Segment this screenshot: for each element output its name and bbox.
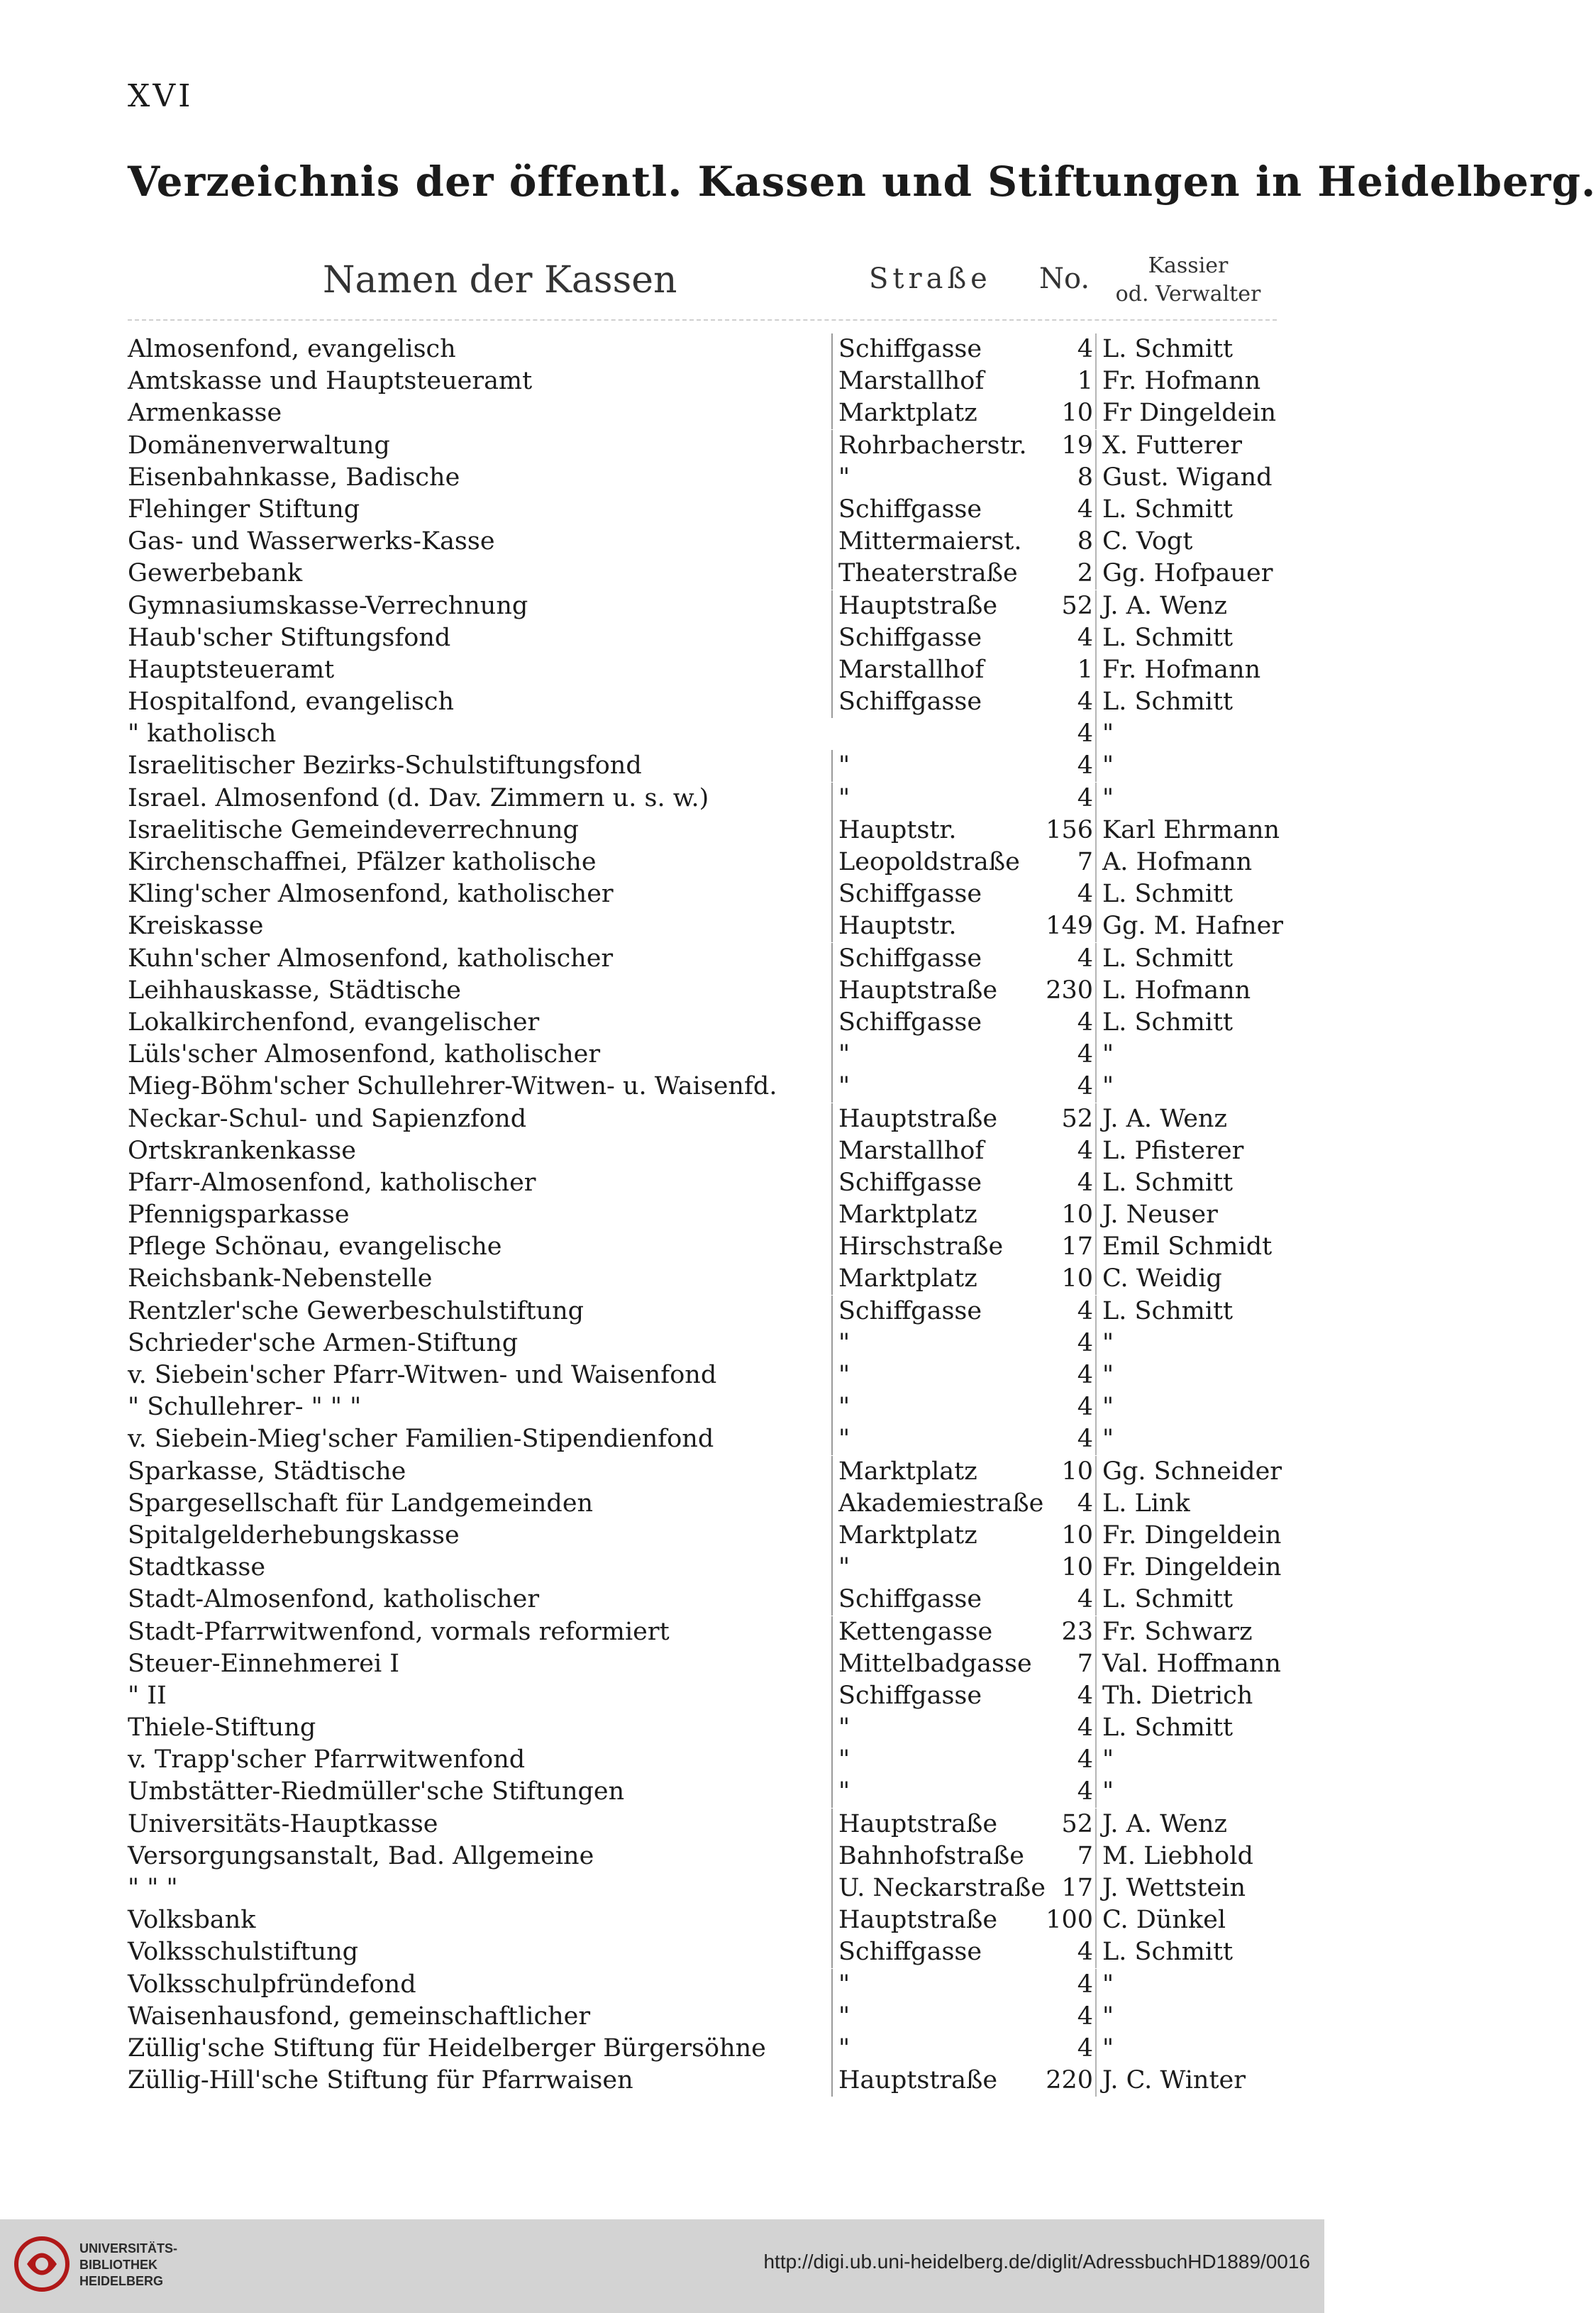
row-street: ": [831, 783, 1029, 815]
row-street: ": [831, 1423, 1029, 1455]
row-name: Gewerbebank: [128, 559, 303, 588]
row-name: Flehinger Stiftung: [128, 495, 360, 524]
logo-line-3: HEIDELBERG: [79, 2274, 164, 2288]
row-cashier: ": [1095, 718, 1284, 750]
table-row: [128, 1199, 1277, 1231]
row-street: Schiffgasse: [831, 1296, 1029, 1327]
row-name: Reichsbank-Nebenstelle: [128, 1264, 433, 1293]
row-cashier: Val. Hoffmann: [1095, 1648, 1284, 1680]
row-cashier: J. A. Wenz: [1095, 1809, 1284, 1840]
table-row: [128, 1071, 1277, 1103]
row-name: Versorgungsanstalt, Bad. Allgemeine: [128, 1841, 594, 1870]
row-cashier: ": [1095, 2001, 1284, 2033]
table-row: [128, 1776, 1277, 1808]
row-number: 4: [1077, 1296, 1093, 1325]
row-street: Hauptstraße: [831, 2065, 1029, 2097]
row-name: Mieg-Böhm'scher Schullehrer-Witwen- u. Waisenfd.: [128, 1072, 777, 1101]
row-name: Spitalgelderhebungskasse: [128, 1520, 460, 1550]
row-number: 52: [1061, 1809, 1093, 1838]
row-name: Volksbank: [128, 1906, 256, 1935]
row-cashier: L. Schmitt: [1095, 1007, 1284, 1039]
row-number: 10: [1061, 1553, 1093, 1582]
table-row: [128, 783, 1277, 815]
row-name: Neckar-Schul- und Sapienzfond: [128, 1104, 527, 1133]
row-street: Marktplatz: [831, 1263, 1029, 1295]
table-row: [128, 397, 1277, 429]
row-name: Israelitische Gemeindeverrechnung: [128, 815, 579, 844]
row-street: ": [831, 2033, 1029, 2065]
row-number: 8: [1077, 463, 1093, 492]
row-street: Marktplatz: [831, 397, 1029, 429]
row-cashier: ": [1095, 1071, 1284, 1103]
row-cashier: M. Liebhold: [1095, 1840, 1284, 1872]
row-name: Pflege Schönau, evangelische: [128, 1232, 502, 1262]
source-url-link[interactable]: http://digi.ub.uni-heidelberg.de/diglit/AdressbuchHD1889/0016: [763, 2251, 1310, 2273]
row-number: 4: [1077, 2002, 1093, 2031]
table-row: [128, 1552, 1282, 1584]
row-name: v. Siebein'scher Pfarr-Witwen- und Waisenfond: [128, 1361, 717, 1389]
table-row: [128, 430, 1277, 462]
table-row: [128, 462, 1277, 494]
table-row: [128, 2033, 1277, 2065]
row-number: 4: [1077, 1040, 1093, 1069]
table-row: [128, 1648, 1281, 1680]
row-name: Spargesellschaft für Landgemeinden: [128, 1489, 594, 1518]
row-cashier: L. Schmitt: [1095, 943, 1284, 975]
row-number: 4: [1077, 688, 1093, 717]
row-street: Schiffgasse: [831, 333, 1029, 365]
logo-line-1: UNIVERSITÄTS-: [79, 2241, 178, 2256]
row-name: Kirchenschaffnei, Pfälzer katholische: [128, 848, 597, 876]
table-row: [128, 1872, 1277, 1904]
row-number: 7: [1077, 1841, 1093, 1870]
row-street: Schiffgasse: [831, 494, 1029, 526]
library-logo-text: [79, 2241, 177, 2290]
row-name: Sparkasse, Städtische: [128, 1457, 406, 1486]
table-row: [128, 1712, 1277, 1744]
table-row: [128, 1327, 1277, 1359]
row-name: Israelitischer Bezirks-Schulstiftungsfond: [128, 751, 642, 780]
row-number: 7: [1077, 848, 1093, 876]
row-name: Volksschulpfründefond: [128, 1970, 416, 1999]
table-row: [128, 622, 1277, 654]
row-number: 8: [1077, 527, 1093, 556]
row-street: Mittermaierst.: [831, 526, 1029, 558]
table-row: [128, 910, 1284, 942]
row-name: Hospitalfond, evangelisch: [128, 688, 455, 717]
row-number: 10: [1061, 1200, 1093, 1230]
row-name: " II: [128, 1681, 167, 1710]
table-row: [128, 494, 1277, 526]
logo-line-2: BIBLIOTHEK: [79, 2258, 157, 2272]
row-name: Kling'scher Almosenfond, katholischer: [128, 880, 614, 909]
row-cashier: C. Weidig: [1095, 1263, 1284, 1295]
row-number: 10: [1061, 1520, 1093, 1550]
row-number: 4: [1077, 1008, 1093, 1037]
row-street: Schiffgasse: [831, 878, 1029, 910]
table-row: [128, 1936, 1277, 1968]
table-row: [128, 590, 1277, 622]
table-row: [128, 558, 1277, 590]
row-number: 4: [1077, 719, 1093, 749]
row-cashier: J. A. Wenz: [1095, 590, 1284, 622]
row-cashier: J. A. Wenz: [1095, 1103, 1284, 1135]
row-name: Schrieder'sche Armen-Stiftung: [128, 1328, 519, 1357]
table-row: [128, 815, 1280, 846]
row-name: Züllig'sche Stiftung für Heidelberger Bürgersöhne: [128, 2033, 766, 2063]
row-name: Ortskrankenkasse: [128, 1136, 356, 1165]
row-cashier: J. Neuser: [1095, 1199, 1284, 1231]
row-cashier: L. Schmitt: [1095, 494, 1284, 526]
row-number: 23: [1061, 1617, 1093, 1646]
row-name: Almosenfond, evangelisch: [128, 335, 456, 363]
row-cashier: ": [1095, 1776, 1284, 1808]
row-number: 4: [1077, 1585, 1093, 1614]
row-name: " Schullehrer- " " ": [128, 1393, 362, 1422]
row-cashier: ": [1095, 1359, 1284, 1391]
row-cashier: J. Wettstein: [1095, 1872, 1284, 1904]
table-row: [128, 686, 1277, 718]
table-row: [128, 943, 1277, 975]
row-number: 4: [1077, 1938, 1093, 1967]
row-number: 10: [1061, 1264, 1093, 1293]
university-library-logo-icon: [13, 2235, 71, 2293]
row-street: Marktplatz: [831, 1199, 1029, 1231]
row-number: 230: [1046, 976, 1093, 1005]
page-number: XVI: [128, 78, 194, 114]
row-cashier: J. C. Winter: [1095, 2065, 1284, 2097]
row-name: Umbstätter-Riedmüller'sche Stiftungen: [128, 1777, 625, 1806]
row-name: Stadt-Pfarrwitwenfond, vormals reformiert: [128, 1617, 670, 1646]
row-cashier: L. Schmitt: [1095, 1167, 1284, 1199]
table-row: [128, 1231, 1277, 1263]
row-name: Israel. Almosenfond (d. Dav. Zimmern u. s. w.): [128, 783, 709, 812]
row-street: Hauptstraße: [831, 1904, 1029, 1936]
row-number: 4: [1077, 1072, 1093, 1101]
column-header-cashier-line2: od. Verwalter: [1115, 282, 1261, 307]
row-number: 4: [1077, 1393, 1093, 1422]
row-number: 4: [1077, 944, 1093, 973]
row-name: Stadt-Almosenfond, katholischer: [128, 1585, 540, 1614]
row-street: Schiffgasse: [831, 622, 1029, 654]
table-row: [128, 1680, 1277, 1712]
row-cashier: ": [1095, 2033, 1284, 2065]
row-cashier: L. Schmitt: [1095, 1936, 1284, 1968]
table-row: [128, 2065, 1277, 2097]
table-row: [128, 975, 1277, 1007]
row-number: 4: [1077, 1970, 1093, 1999]
row-cashier: L. Schmitt: [1095, 878, 1284, 910]
row-name: Rentzler'sche Gewerbeschulstiftung: [128, 1296, 584, 1325]
table-row: [128, 1456, 1282, 1488]
table-row: [128, 846, 1277, 878]
row-number: 220: [1046, 2066, 1093, 2095]
row-cashier: Fr. Hofmann: [1095, 654, 1284, 686]
row-cashier: L. Pfisterer: [1095, 1135, 1284, 1167]
row-street: Schiffgasse: [831, 943, 1029, 975]
row-street: Hauptstraße: [831, 1103, 1029, 1135]
table-row: [128, 1969, 1277, 2001]
row-street: Akademiestraße: [831, 1488, 1029, 1520]
row-cashier: L. Schmitt: [1095, 686, 1284, 718]
row-street: ": [831, 1744, 1029, 1776]
row-name: Amtskasse und Hauptsteueramt: [128, 367, 533, 396]
row-number: 52: [1061, 1104, 1093, 1133]
row-street: Hirschstraße: [831, 1231, 1029, 1263]
row-number: 4: [1077, 335, 1093, 363]
row-street: ": [831, 750, 1029, 782]
row-street: ": [831, 1039, 1029, 1071]
row-cashier: Emil Schmidt: [1095, 1231, 1284, 1263]
row-number: 17: [1061, 1232, 1093, 1262]
row-name: Thiele-Stiftung: [128, 1713, 316, 1743]
row-number: 4: [1077, 495, 1093, 524]
row-street: Theaterstraße: [831, 558, 1029, 590]
row-name: Kreiskasse: [128, 912, 264, 941]
row-name: Lokalkirchenfond, evangelischer: [128, 1008, 540, 1037]
row-cashier: L. Schmitt: [1095, 1584, 1284, 1616]
row-number: 4: [1077, 1425, 1093, 1454]
row-number: 4: [1077, 1777, 1093, 1806]
page-title: Verzeichnis der öffentl. Kassen und Stiftungen in Heidelberg.: [128, 158, 1596, 206]
row-cashier: X. Futterer: [1095, 430, 1284, 462]
row-number: 52: [1061, 591, 1093, 620]
row-number: 4: [1077, 1168, 1093, 1197]
row-name: Waisenhausfond, gemeinschaftlicher: [128, 2002, 591, 2031]
table-row: [128, 750, 1277, 782]
row-street: Leopoldstraße: [831, 846, 1029, 878]
row-street: Bahnhofstraße: [831, 1840, 1029, 1872]
row-street: Marktplatz: [831, 1520, 1029, 1552]
table-row: [128, 1904, 1277, 1936]
table-row: [128, 1167, 1277, 1199]
row-name: Pfarr-Almosenfond, katholischer: [128, 1168, 536, 1197]
table-row: [128, 1103, 1277, 1135]
row-street: Marstallhof: [831, 365, 1029, 397]
row-street: Schiffgasse: [831, 1936, 1029, 1968]
row-name: Eisenbahnkasse, Badische: [128, 463, 460, 492]
row-cashier: A. Hofmann: [1095, 846, 1284, 878]
row-name: Universitäts-Hauptkasse: [128, 1809, 438, 1838]
row-street: Schiffgasse: [831, 686, 1029, 718]
row-number: 4: [1077, 783, 1093, 812]
table-row: [128, 1488, 1277, 1520]
table-row: [128, 1296, 1277, 1327]
row-number: 4: [1077, 1745, 1093, 1774]
row-street: ": [831, 462, 1029, 494]
row-street: Kettengasse: [831, 1616, 1029, 1648]
table-row: [128, 878, 1277, 910]
row-street: Schiffgasse: [831, 1007, 1029, 1039]
row-name: Gas- und Wasserwerks-Kasse: [128, 527, 495, 556]
directory-table: [128, 333, 1284, 2097]
row-cashier: ": [1095, 1969, 1284, 2001]
row-cashier: Fr. Dingeldein: [1095, 1552, 1284, 1584]
row-street: ": [831, 2001, 1029, 2033]
row-cashier: Fr. Dingeldein: [1095, 1520, 1284, 1552]
table-row: [128, 1391, 1277, 1423]
row-name: Kuhn'scher Almosenfond, katholischer: [128, 944, 614, 973]
row-number: 4: [1077, 1681, 1093, 1710]
row-street: ": [831, 1552, 1029, 1584]
row-name: " katholisch: [128, 719, 277, 749]
table-row: [128, 333, 1277, 365]
row-street: Hauptstr.: [831, 815, 1029, 846]
table-row: [128, 1840, 1277, 1872]
row-street: ": [831, 1712, 1029, 1744]
row-name: Stadtkasse: [128, 1553, 266, 1582]
row-number: 4: [1077, 1361, 1093, 1389]
footer-bar: [0, 2219, 1324, 2313]
row-name: Pfennigsparkasse: [128, 1200, 350, 1230]
row-street: ": [831, 1071, 1029, 1103]
row-number: 4: [1077, 1136, 1093, 1165]
column-header-cashier-line1: Kassier: [1148, 253, 1229, 278]
row-street: Hauptstr.: [831, 910, 1029, 942]
row-number: 100: [1046, 1906, 1093, 1935]
row-name: Steuer-Einnehmerei I: [128, 1649, 400, 1678]
row-cashier: ": [1095, 1327, 1284, 1359]
table-row: [128, 1007, 1277, 1039]
row-number: 156: [1046, 815, 1093, 844]
row-number: 7: [1077, 1649, 1093, 1678]
row-cashier: Fr. Hofmann: [1095, 365, 1284, 397]
row-cashier: Fr Dingeldein: [1095, 397, 1284, 429]
table-row: [128, 1423, 1277, 1455]
row-cashier: Karl Ehrmann: [1095, 815, 1284, 846]
row-number: 19: [1061, 431, 1093, 460]
row-cashier: Gg. Schneider: [1095, 1456, 1284, 1488]
table-row: [128, 1263, 1277, 1295]
table-row: [128, 1809, 1277, 1840]
row-number: 4: [1077, 751, 1093, 780]
row-cashier: ": [1095, 1423, 1284, 1455]
column-header-name: Namen der Kassen: [323, 259, 677, 302]
row-street: ": [831, 1391, 1029, 1423]
row-number: 4: [1077, 1489, 1093, 1518]
table-row: [128, 2001, 1277, 2033]
row-street: Rohrbacherstr.: [831, 430, 1029, 462]
row-cashier: L. Schmitt: [1095, 1712, 1284, 1744]
row-street: U. Neckarstraße: [831, 1872, 1029, 1904]
row-name: " " ": [128, 1874, 178, 1902]
row-street: ": [831, 1776, 1029, 1808]
row-number: 4: [1077, 2033, 1093, 2063]
row-name: Gymnasiumskasse-Verrechnung: [128, 591, 528, 620]
row-number: 10: [1061, 399, 1093, 428]
row-cashier: Th. Dietrich: [1095, 1680, 1284, 1712]
row-number: 4: [1077, 623, 1093, 652]
row-name: Hauptsteueramt: [128, 655, 335, 684]
row-number: 4: [1077, 880, 1093, 909]
row-street: Marstallhof: [831, 654, 1029, 686]
table-row: [128, 1135, 1277, 1167]
row-cashier: L. Schmitt: [1095, 622, 1284, 654]
row-cashier: Gg. M. Hafner: [1095, 910, 1284, 942]
row-name: v. Trapp'scher Pfarrwitwenfond: [128, 1745, 526, 1774]
row-name: Volksschulstiftung: [128, 1938, 359, 1967]
row-number: 1: [1077, 367, 1093, 396]
row-cashier: C. Vogt: [1095, 526, 1284, 558]
row-street: ": [831, 1327, 1029, 1359]
row-street: Hauptstraße: [831, 590, 1029, 622]
row-cashier: ": [1095, 750, 1284, 782]
row-street: Schiffgasse: [831, 1584, 1029, 1616]
table-row: [128, 654, 1277, 686]
row-cashier: L. Hofmann: [1095, 975, 1284, 1007]
row-street: Marstallhof: [831, 1135, 1029, 1167]
row-cashier: ": [1095, 1744, 1284, 1776]
row-number: 17: [1061, 1874, 1093, 1902]
header-divider: [128, 319, 1277, 321]
row-cashier: L. Schmitt: [1095, 1296, 1284, 1327]
row-name: v. Siebein-Mieg'scher Familien-Stipendienfond: [128, 1425, 714, 1454]
column-header-number: No.: [1039, 263, 1090, 295]
column-header-cashier: [1103, 252, 1273, 309]
row-number: 1: [1077, 655, 1093, 684]
table-row: [128, 1039, 1277, 1071]
table-row: [128, 526, 1277, 558]
row-name: Armenkasse: [128, 399, 282, 428]
row-number: 4: [1077, 1713, 1093, 1743]
row-street: ": [831, 1969, 1029, 2001]
table-row: [128, 365, 1277, 397]
row-name: Lüls'scher Almosenfond, katholischer: [128, 1040, 601, 1069]
row-cashier: ": [1095, 1039, 1284, 1071]
row-cashier: L. Schmitt: [1095, 333, 1284, 365]
row-cashier: Gust. Wigand: [1095, 462, 1284, 494]
row-number: 149: [1046, 912, 1093, 941]
row-number: 10: [1061, 1457, 1093, 1486]
row-number: 2: [1077, 559, 1093, 588]
row-street: Mittelbadgasse: [831, 1648, 1029, 1680]
row-street: Hauptstraße: [831, 975, 1029, 1007]
row-name: Domänenverwaltung: [128, 431, 390, 460]
row-street: Marktplatz: [831, 1456, 1029, 1488]
row-street: Schiffgasse: [831, 1680, 1029, 1712]
table-row: [128, 718, 1277, 750]
table-row: [128, 1359, 1277, 1391]
row-name: Haub'scher Stiftungsfond: [128, 623, 451, 652]
row-cashier: L. Link: [1095, 1488, 1284, 1520]
column-header-street: Straße: [869, 263, 992, 295]
row-street: ": [831, 1359, 1029, 1391]
row-street: Schiffgasse: [831, 1167, 1029, 1199]
row-cashier: ": [1095, 1391, 1284, 1423]
row-cashier: Gg. Hofpauer: [1095, 558, 1284, 590]
row-street: Hauptstraße: [831, 1809, 1029, 1840]
row-cashier: Fr. Schwarz: [1095, 1616, 1284, 1648]
row-name: Züllig-Hill'sche Stiftung für Pfarrwaisen: [128, 2066, 633, 2095]
row-cashier: ": [1095, 783, 1284, 815]
row-cashier: C. Dünkel: [1095, 1904, 1284, 1936]
table-row: [128, 1584, 1277, 1616]
table-row: [128, 1520, 1282, 1552]
table-row: [128, 1616, 1277, 1648]
row-number: 4: [1077, 1328, 1093, 1357]
table-row: [128, 1744, 1277, 1776]
row-name: Leihhauskasse, Städtische: [128, 976, 461, 1005]
